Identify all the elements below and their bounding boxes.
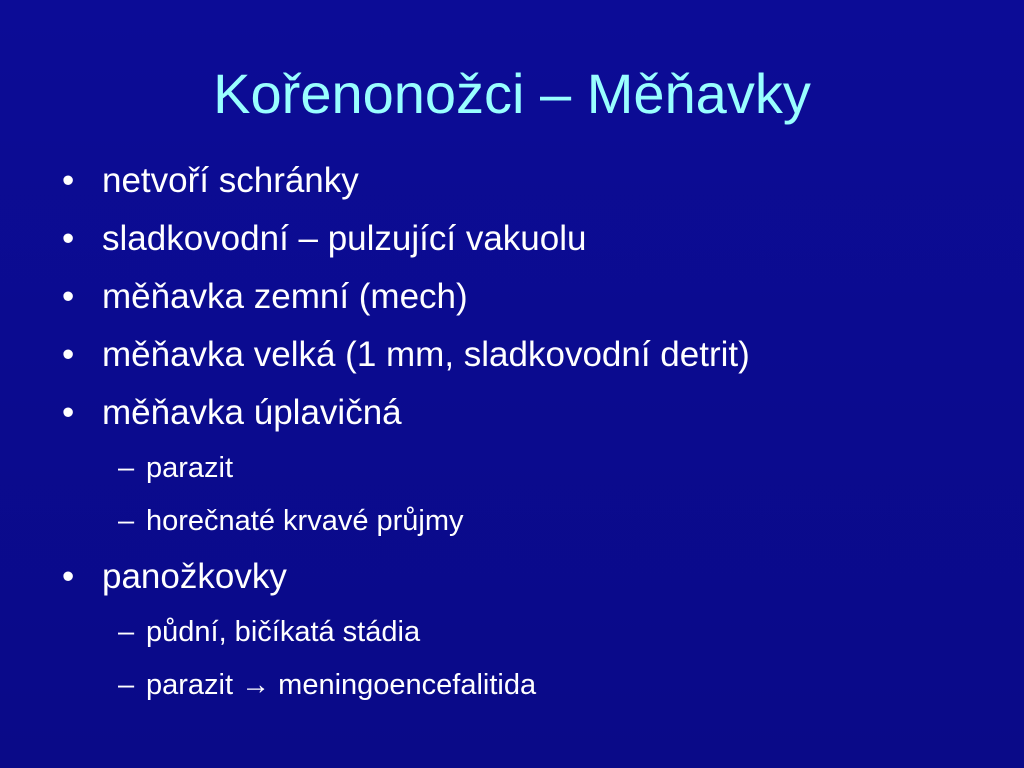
bullet-item [62, 326, 1002, 384]
sub-bullet-item [62, 442, 1002, 495]
bullet-icon: • [62, 557, 75, 596]
bullet-text: měňavka úplavičná [102, 393, 402, 432]
slide-title: Kořenonožci – Měňavky [213, 62, 811, 125]
bullet-text: měňavka zemní (mech) [102, 277, 468, 316]
bullet-item [62, 152, 1002, 210]
bullet-text: sladkovodní – pulzující vakuolu [102, 219, 587, 258]
bullet-icon: • [62, 393, 75, 432]
dash-icon: – [118, 505, 135, 537]
sub-bullet-text: horečnaté krvavé průjmy [146, 505, 464, 537]
sub-bullet-item [62, 659, 1002, 712]
sub-bullet-item [62, 495, 1002, 548]
bullet-icon: • [62, 219, 75, 258]
sub-bullet-text: parazit → meningoencefalitida [146, 669, 537, 701]
bullet-icon: • [62, 161, 75, 200]
bullet-icon: • [62, 277, 75, 316]
bullet-item [62, 268, 1002, 326]
bullet-item [62, 210, 1002, 268]
sub-bullet-item [62, 606, 1002, 659]
bullet-list [62, 152, 1002, 712]
bullet-icon: • [62, 335, 75, 374]
sub-bullet-text: parazit [146, 452, 234, 484]
sub-bullet-text: půdní, bičíkatá stádia [146, 616, 421, 648]
dash-icon: – [118, 616, 135, 648]
bullet-text: měňavka velká (1 mm, sladkovodní detrit) [102, 335, 750, 374]
dash-icon: – [118, 452, 135, 484]
bullet-text: panožkovky [102, 557, 287, 596]
bullet-item [62, 384, 1002, 442]
bullet-text: netvoří schránky [102, 161, 359, 200]
dash-icon: – [118, 669, 135, 701]
bullet-item [62, 548, 1002, 606]
